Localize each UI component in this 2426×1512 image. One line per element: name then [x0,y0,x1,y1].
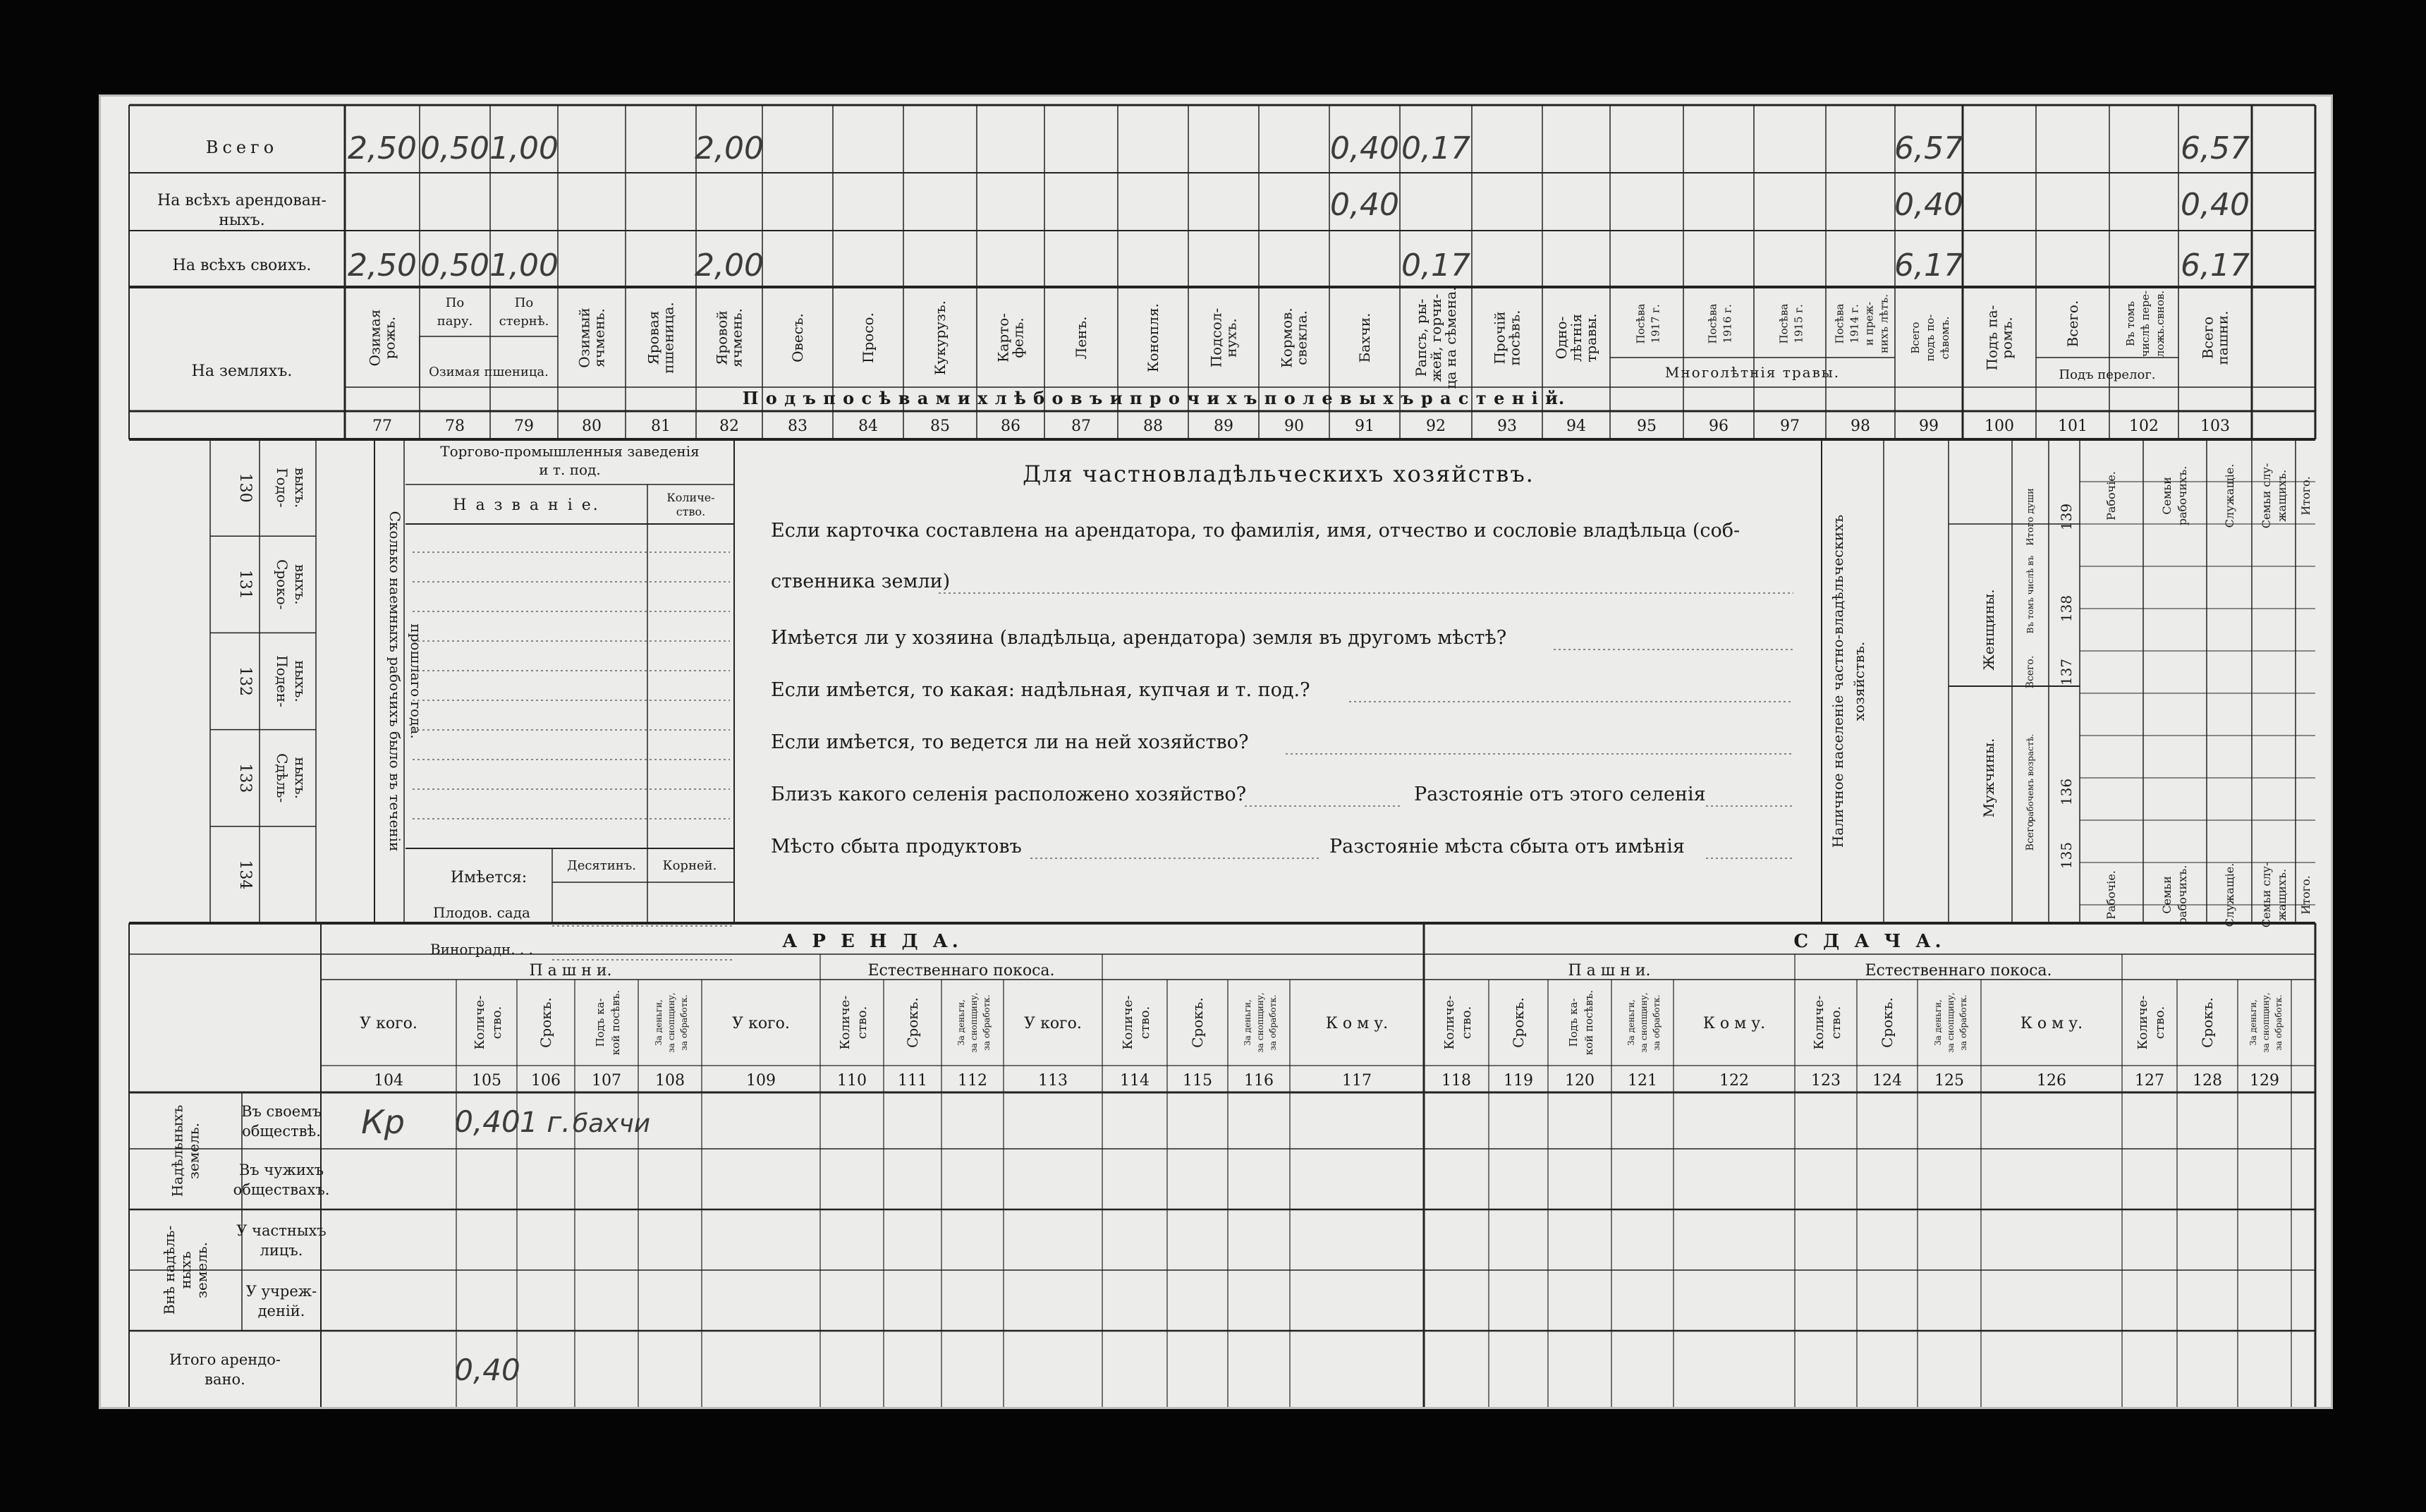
worker-row-number: 133 [236,763,254,793]
private-question: Имѣется ли у хозяина (владѣльца, арендатора) земля въ другомъ мѣстѣ? [771,627,1507,649]
workers-header: Сколько наемныхъ рабочихъ было въ теченiи [386,511,403,852]
bottom-row-label: Итого арендо- [169,1351,281,1368]
right-col-header: Служащiе. [2223,463,2236,528]
bottom-row-label: У частныхъ [236,1222,327,1239]
has-label: Имѣется: [450,869,528,886]
handwritten-value: 2,00 [695,130,764,166]
fallow-group-label: Подъ перелог. [2059,367,2156,382]
handwritten-value: 2,50 [348,248,417,284]
qty-header: ство. [2152,1006,2167,1040]
crop-header: лѣтнiя [1568,313,1585,362]
population-col-number: 137 [2058,658,2075,686]
qty-header: Количе- [1121,995,1135,1050]
handwritten-value: 0,40 [1330,187,1399,223]
column-number: 80 [582,417,602,435]
handwritten-value: 0,17 [1401,248,1470,284]
handwritten-value: 2,50 [348,130,417,166]
crop-header: сѣвомъ. [1939,316,1951,360]
term-header: Срокъ. [1189,997,1206,1048]
payment-header: за обработк. [1268,994,1278,1051]
crop-kind-header: кой посѣвъ. [609,989,622,1056]
private-question: Если имѣется, то какая: надѣльная, купчая и т. под.? [771,679,1310,701]
payment-header: за обработк. [1652,994,1662,1051]
crop-header: числѣ пере- [2139,290,2152,358]
pashni-header: П а ш н и. [529,962,612,980]
row-label-land: На земляхъ. [191,362,293,380]
group-label-vne: земель. [193,1241,210,1299]
crop-header: Посѣва [1634,303,1647,344]
column-number: 120 [1565,1072,1595,1090]
handwritten-value: 0,40 [2181,187,2250,223]
who-header: У кого. [360,1015,417,1032]
handwritten-value: 0,40 [454,1353,520,1387]
column-number: 91 [1355,417,1374,435]
column-number: 125 [1934,1072,1964,1090]
column-number: 82 [719,417,739,435]
handwritten-value: Кр [361,1103,405,1141]
private-question: Разстоянiе мѣста сбыта отъ имѣнiя [1329,836,1685,858]
column-number: 87 [1071,417,1091,435]
crop-header: Бахчи. [1356,312,1373,363]
column-number: 115 [1183,1072,1212,1090]
column-number: 99 [1919,417,1939,435]
payment-header: за обработк. [1958,994,1968,1051]
crop-header: 1915 г. [1792,304,1805,343]
bottom-row-label: денiй. [257,1303,305,1319]
crop-header: Овесъ. [789,313,806,362]
crop-header: нухъ. [1222,318,1240,358]
pashni-header: П а ш н и. [1568,962,1651,980]
crop-header: ца на сѣмена. [1442,286,1459,389]
column-number: 105 [472,1072,501,1090]
handwritten-value: 0,40 [454,1104,520,1139]
wheat-group-label: Озимая пшеница. [429,365,549,379]
column-number: 126 [2037,1072,2066,1090]
column-number: 77 [372,417,392,435]
column-number: 92 [1426,417,1446,435]
crop-header: травы. [1583,313,1599,362]
private-question: Мѣсто сбыта продуктовъ [771,836,1022,858]
qty-header: Количе- [838,995,853,1050]
payment-header: за снопщину, [2261,992,2271,1053]
crop-header: ложь.свнов. [2154,290,2166,358]
private-question: ственника земли) [771,571,951,592]
has-row-vineyard: Виноградн. . . [429,941,534,958]
who-header: У кого. [732,1015,790,1032]
payment-header: за обработк. [2274,994,2284,1051]
who-header: К о м у. [1702,1015,1766,1032]
column-number: 83 [788,417,807,435]
pop-sub-workers: рабочемъ возрастѣ. [2025,733,2035,822]
crop-header: подъ по- [1924,314,1937,362]
bottom-row-label: У учреж- [245,1283,317,1300]
who-header: К о м у. [2020,1015,2083,1032]
worker-row-label: выхъ. [292,467,309,508]
column-number: 89 [1214,417,1233,435]
column-number: 102 [2129,417,2159,435]
qty-header: Количе- [473,995,487,1050]
worker-row-label: ныхъ. [292,660,309,702]
handwritten-value: 1,00 [489,248,559,284]
has-row-orchard: Плодов. сада [433,904,530,921]
pop-sub-workers: Въ томъ числѣ въ [2025,555,2035,634]
arenda-title: А Р Е Н Д А. [782,931,963,952]
handwritten-value: 0,40 [1330,130,1399,166]
column-number: 116 [1244,1072,1274,1090]
column-number: 94 [1566,417,1586,435]
crop-header: Яровая [645,310,662,365]
handwritten-value: 6,17 [2181,248,2250,284]
bottom-row-label: обществахъ. [233,1181,330,1198]
population-col-number: 138 [2058,595,2075,623]
bottom-row-label: Въ своемъ [241,1103,322,1120]
crop-header: Всего [1909,322,1922,354]
handwritten-value: 6,57 [2181,130,2250,166]
payment-header: за обработк. [982,994,992,1051]
census-card-sheet [99,94,2333,1409]
crop-header: 1917 г. [1649,304,1662,343]
column-number: 78 [445,417,465,435]
trade-qty-header: ство. [676,505,706,518]
has-col-header: Корней. [662,858,717,873]
crop-header: фель. [1009,317,1027,358]
column-number: 88 [1143,417,1163,435]
worker-row-label: Годо- [274,468,291,508]
crop-kind-header: кой посѣвъ. [1583,989,1595,1056]
row-label-total: Всего [205,138,279,157]
handwritten-value: 1 г. [520,1106,571,1139]
grass-group-label: Многолѣтнiя травы. [1664,364,1841,381]
term-header: Срокъ. [1510,997,1527,1048]
crop-header: посѣвъ. [1506,310,1523,366]
column-number: 86 [1001,417,1020,435]
crop-header: Посѣва [1833,303,1846,344]
handwritten-value: 0,50 [420,248,489,284]
term-header: Срокъ. [1879,997,1896,1048]
crop-header: Кукурузъ. [932,300,949,376]
row-label-rented: ныхъ. [219,212,265,229]
column-number: 117 [1342,1072,1372,1090]
group-label-vne: Внѣ надѣль- [161,1225,178,1315]
right-col-header: Рабочiе. [2104,471,2118,520]
payment-header: за снопщину, [969,992,979,1053]
bottom-row-label: Въ чужихъ [238,1162,324,1178]
crop-header: ячмень. [590,308,608,367]
handwritten-value: 0,17 [1401,130,1470,166]
pokos-header: Естественнаго покоса. [867,962,1055,980]
payment-header: за снопщину, [1255,992,1265,1053]
column-number: 118 [1441,1072,1471,1090]
crop-header: Посѣва [1706,303,1719,344]
payment-header: За деньги, [1933,999,1943,1046]
bottom-row-label: вано. [205,1371,245,1388]
crop-header: Карто- [994,312,1012,363]
private-question: Если карточка составлена на арендатора, то фамилiя, имя, отчество и сословiе владѣльца (соб- [771,520,1741,542]
column-number: 109 [746,1072,776,1090]
column-number: 85 [930,417,950,435]
column-number: 98 [1851,417,1870,435]
crop-header: Въ томъ [2124,301,2137,346]
crop-header: пару. [437,314,473,329]
column-number: 112 [958,1072,987,1090]
column-number: 111 [898,1072,927,1090]
qty-header: ство. [1138,1006,1152,1040]
crop-header: ромъ. [1998,317,2016,359]
right-col-header: Семьи [2160,876,2174,914]
crop-header: 1916 г. [1721,304,1734,343]
column-number: 96 [1709,417,1729,435]
bottom-row-label: лицъ. [260,1242,303,1259]
crop-header: свекла. [1293,310,1310,365]
payment-header: за снопщину, [1946,992,1956,1053]
right-col-header: Семьи [2160,477,2174,515]
column-number: 127 [2135,1072,2164,1090]
handwritten-value: бахчи [572,1109,651,1138]
private-farm-title: Для частновладѣльческихъ хозяйствъ. [1023,461,1535,487]
census-card-form [101,97,2331,1407]
handwritten-value: 6,57 [1894,130,1963,166]
right-col-header: Итого. [2299,476,2312,516]
who-header: К о м у. [1325,1015,1389,1032]
column-number: 103 [2200,417,2230,435]
worker-row-label: выхъ. [292,564,309,605]
column-number: 95 [1637,417,1657,435]
term-header: Срокъ. [904,997,921,1048]
right-col-header: Рабочiе. [2104,870,2118,920]
crop-header: Подсол- [1207,307,1225,368]
crop-header: Ленъ. [1073,316,1090,360]
who-header: У кого. [1024,1015,1082,1032]
handwritten-value: 6,17 [1894,248,1963,284]
qty-header: Количе- [2135,995,2150,1050]
crop-header: пашни. [2214,310,2231,365]
column-number: 122 [1719,1072,1749,1090]
crop-header: рожь. [381,316,398,360]
payment-header: за обработк. [679,994,689,1051]
women-label: Женщины. [1980,589,1997,671]
column-number: 101 [2058,417,2087,435]
crop-header: Кормов. [1278,307,1296,368]
pop-sub-both: Итого души [2025,488,2036,546]
private-question: Близъ какого селенiя расположено хозяйство? [771,784,1247,805]
qty-header: ство. [855,1006,870,1040]
column-number: 100 [1985,417,2014,435]
trade-qty-header: Количе- [666,491,715,504]
column-number: 81 [651,417,671,435]
crop-kind-header: Подъ ка- [594,998,606,1047]
handwritten-value: 0,50 [420,130,489,166]
row-label-own: На всѣхъ своихъ. [172,257,312,274]
right-col-header: Итого. [2299,875,2312,915]
payment-header: За деньги, [654,999,664,1046]
worker-row-label: Поден- [274,655,291,707]
bottom-row-label: обществѣ. [242,1123,321,1140]
private-question: Если имѣется, то ведется ли на ней хозяйство? [771,731,1249,753]
banner-sown-area: П о д ъ п о с ѣ в а м и х л ѣ б о в ъ и п р о ч и х ъ п о л е в ы х ъ р а с т е н i й. [742,388,1566,408]
crop-header: Озимая [366,309,384,367]
crop-header: Озимый [575,307,593,368]
payment-header: за снопщину, [1639,992,1649,1053]
handwritten-value: 0,40 [1894,187,1963,223]
trade-name-header: Н а з в а н i е. [453,496,600,514]
column-number: 124 [1872,1072,1902,1090]
crop-header: Подъ па- [1983,305,2001,371]
trade-header: Торгово-промышленныя заведенiя [440,443,700,460]
crop-header: По [514,295,534,310]
population-col-number: 136 [2058,778,2075,806]
men-label: Мужчины. [1980,738,1997,818]
column-number: 113 [1038,1072,1068,1090]
private-question: Разстоянiе отъ этого селенiя [1414,784,1706,805]
pokos-header: Естественнаго покоса. [1865,962,2052,980]
crop-header: Рапсъ, ры- [1413,298,1430,377]
crop-header: пшеница. [659,302,677,374]
payment-header: за снопщину, [666,992,676,1053]
column-number: 128 [2193,1072,2222,1090]
crop-header: По [445,295,465,310]
crop-header: и преж- [1863,301,1876,346]
right-col-header: Служащiе. [2223,862,2236,927]
worker-row-number: 130 [236,472,254,503]
crop-header: 1914 г. [1848,304,1861,343]
crop-header: Яровой [713,310,731,365]
handwritten-value: 1,00 [489,130,559,166]
handwritten-value: 2,00 [695,248,764,284]
column-number: 106 [531,1072,561,1090]
crop-header: Одно- [1553,316,1570,360]
column-number: 93 [1497,417,1517,435]
column-number: 107 [592,1072,621,1090]
payment-header: За деньги, [2248,999,2258,1046]
crop-header: Конопля. [1145,303,1162,372]
crop-header: нихъ лѣтъ. [1877,294,1891,353]
column-number: 123 [1811,1072,1841,1090]
crop-header: жей, горчи- [1427,293,1444,382]
crop-header: Посѣва [1777,303,1791,344]
right-col-header: Семьи слу- [2260,463,2273,529]
group-label-nadel: Надѣльныхъ [169,1104,186,1197]
right-col-header: рабочихъ. [2176,465,2189,526]
crop-header: Всего [2199,316,2217,360]
right-col-header: жащихъ. [2275,868,2288,922]
column-number: 110 [837,1072,867,1090]
column-number: 104 [374,1072,403,1090]
payment-header: За деньги, [956,999,966,1046]
term-header: Срокъ. [2199,997,2216,1048]
column-number: 121 [1628,1072,1657,1090]
workers-header: прошлаго года. [408,623,425,739]
worker-row-label: Сдѣль- [274,753,291,803]
group-label-vne: ныхъ [177,1251,194,1289]
crop-header: ячмень. [728,308,745,367]
qty-header: ство. [489,1006,504,1040]
crop-header: Прочiй [1491,311,1508,365]
pop-sub-total: Всего. [2025,817,2036,851]
column-number: 79 [514,417,534,435]
payment-header: За деньги, [1626,999,1636,1046]
trade-header: и т. под. [539,461,601,478]
population-col-number: 135 [2058,841,2075,870]
qty-header: Количе- [1442,995,1457,1050]
crop-header: стернѣ. [499,314,549,329]
term-header: Срокъ. [537,997,554,1048]
column-number: 129 [2250,1072,2279,1090]
column-number: 97 [1780,417,1800,435]
right-col-header: жащихъ. [2275,469,2288,523]
column-number: 90 [1284,417,1304,435]
qty-header: ство. [1459,1006,1474,1040]
population-label: хозяйствъ. [1851,641,1867,721]
group-label-nadel: земель. [185,1122,202,1180]
pop-sub-total: Всего. [2025,655,2036,689]
right-col-header: рабочихъ. [2176,865,2189,925]
payment-header: За деньги, [1243,999,1252,1046]
population-label: Наличное населенiе частно-владѣльческихъ [1829,514,1846,848]
right-col-header: Семьи слу- [2260,862,2273,928]
qty-header: ство. [1829,1006,1843,1040]
column-number: 114 [1120,1072,1150,1090]
crop-header: Всего. [2064,300,2081,348]
column-number: 119 [1504,1072,1533,1090]
crop-kind-header: Подъ ка- [1567,998,1580,1047]
worker-row-label: ныхъ. [292,757,309,800]
worker-row-label: Сроко- [274,559,291,610]
row-label-rented: На всѣхъ арендован- [157,192,327,209]
worker-row-number: 132 [236,666,254,696]
column-number: 84 [858,417,878,435]
worker-row-number: 134 [236,860,254,890]
column-number: 108 [655,1072,685,1090]
qty-header: Количе- [1812,995,1827,1050]
crop-header: Просо. [860,312,877,363]
has-col-header: Десятинъ. [567,858,636,873]
worker-row-number: 131 [236,569,254,599]
population-col-number: 139 [2058,503,2075,531]
sdacha-title: С Д А Ч А. [1793,931,1946,952]
